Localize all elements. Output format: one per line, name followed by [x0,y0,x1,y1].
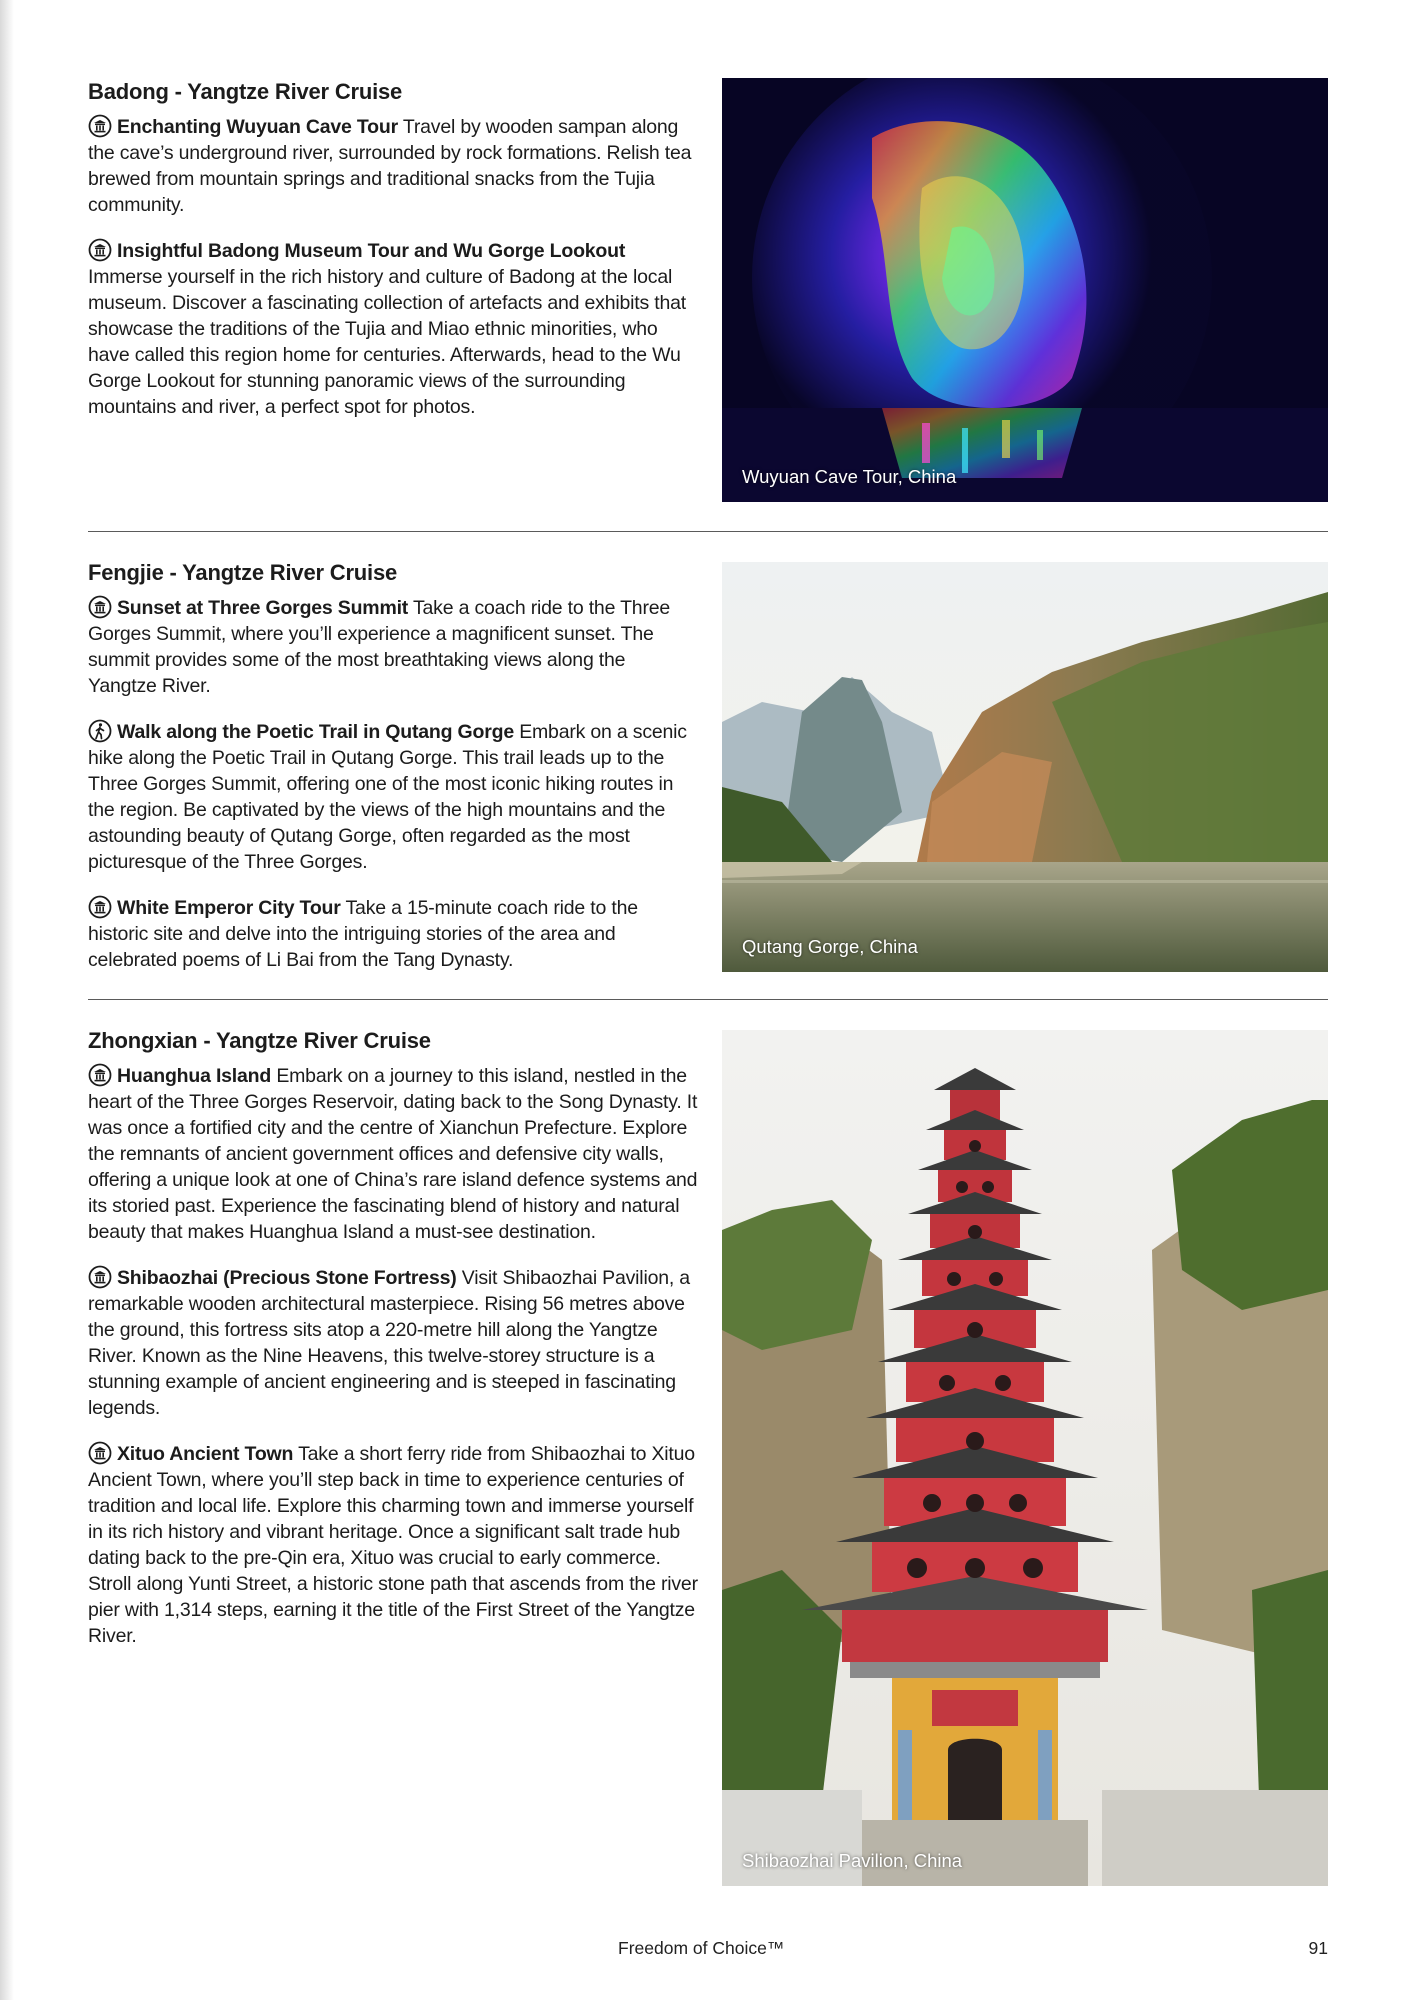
activity-item [88,238,698,420]
activity-item [88,719,698,875]
section-text [88,78,698,440]
photo-caption: Qutang Gorge, China [742,936,918,957]
section-heading: Zhongxian - Yangtze River Cruise [88,1028,431,1053]
temple-icon [88,595,112,619]
section-text [88,1027,698,1669]
temple-icon [88,114,112,138]
section-divider [88,531,1328,532]
activity-description: Take a 15-minute coach ride to the historic site and delve into the intriguing stories of the area and celebrated poems of Li Bai from the Tang Dynasty. [88,897,638,971]
section-divider [88,999,1328,1000]
section-badong [88,78,1328,508]
hiker-icon [88,719,112,743]
activity-description: Visit Shibaozhai Pavilion, a remarkable wooden architectural masterpiece. Rising 56 metres above the ground, this fortress sits atop a 220-metre hill along the Yangtze River. Known as the Nine Heavens, this twelve-storey structure is a stunning example of ancient engineering and is steeped in fascinating legends. [88,1267,690,1419]
photo-wuyuan-cave [722,78,1328,502]
page-number: 91 [1308,1938,1328,1958]
activity-item [88,1441,698,1649]
photo-caption: Shibaozhai Pavilion, China [742,1850,963,1871]
section-heading: Fengjie - Yangtze River Cruise [88,560,398,585]
section-text [88,559,698,993]
photo-qutang-gorge [722,562,1328,972]
photo-caption: Wuyuan Cave Tour, China [742,466,957,487]
page-binding-shadow [0,0,14,2000]
temple-icon [88,1441,112,1465]
photo-shibaozhai-pavilion [722,1030,1328,1886]
gorge-illustration [722,562,1328,972]
activity-item [88,114,698,218]
activity-title: Xituo Ancient Town [117,1443,294,1465]
activity-title: Insightful Badong Museum Tour and Wu Gorge Lookout [117,240,626,262]
activity-item [88,895,698,973]
activity-item [88,1063,698,1245]
activity-item [88,1265,698,1421]
activity-item [88,595,698,699]
activity-description: Embark on a scenic hike along the Poetic Trail in Qutang Gorge. This trail leads up to the Three Gorges Summit, offering one of the most iconic hiking routes in the region. Be captivated by the views of the high mountains and the astounding beauty of Qutang Gorge, often regarded as the most picturesque of the Three Gorges. [88,721,687,873]
cave-illustration [722,78,1328,502]
section-zhongxian [88,1027,1328,1887]
temple-icon [88,238,112,262]
activity-title: Sunset at Three Gorges Summit [117,597,409,619]
activity-description: Travel by wooden sampan along the cave’s underground river, surrounded by rock formations. Relish tea brewed from mountain springs and traditional snacks from the Tujia community. [88,116,692,216]
section-heading: Badong - Yangtze River Cruise [88,79,403,104]
activity-title: Huanghua Island [117,1065,272,1087]
activity-title: Shibaozhai (Precious Stone Fortress) [117,1267,457,1289]
activity-description: Take a short ferry ride from Shibaozhai to Xituo Ancient Town, where you’ll step back in time to experience centuries of tradition and local life. Explore this charming town and immerse yourself in its rich history and vibrant heritage. Once a significant salt trade hub dating back to the pre-Qin era, Xituo was crucial to early commerce. Stroll along Yunti Street, a historic stone path that ascends from the river pier with 1,314 steps, earning it the title of the First Street of the Yangtze River. [88,1443,698,1647]
temple-icon [88,1265,112,1289]
activity-title: White Emperor City Tour [117,897,341,919]
activity-description: Embark on a journey to this island, nestled in the heart of the Three Gorges Reservoir, dating back to the Song Dynasty. It was once a fortified city and the centre of Xianchun Prefecture. Explore the remnants of ancient government offices and defensive city walls, offering a unique look at one of China’s rare island defence systems and its storied past. Experience the fascinating blend of history and natural beauty that makes Huanghua Island a must-see destination. [88,1065,698,1243]
temple-icon [88,1063,112,1087]
pavilion-illustration [722,1030,1328,1886]
activity-description: Take a coach ride to the Three Gorges Summit, where you’ll experience a magnificent sunset. The summit provides some of the most breathtaking views along the Yangtze River. [88,597,671,697]
activity-title: Walk along the Poetic Trail in Qutang Gorge [117,721,514,743]
temple-icon [88,895,112,919]
section-fengjie [88,559,1328,974]
activity-description: Immerse yourself in the rich history and culture of Badong at the local museum. Discover a fascinating collection of artefacts and exhibits that showcase the traditions of the Tujia and Miao ethnic minorities, who have called this region home for centuries. Afterwards, head to the Wu Gorge Lookout for stunning panoramic views of the surrounding mountains and river, a perfect spot for photos. [88,266,686,418]
footer-brochure-title: Freedom of Choice™ [618,1938,785,1958]
activity-title: Enchanting Wuyuan Cave Tour [117,116,398,138]
